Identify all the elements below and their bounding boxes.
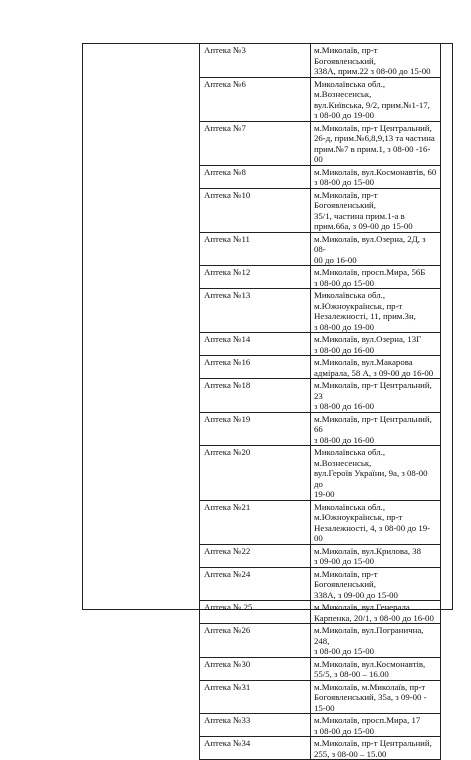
pharmacy-name: Аптека №14 [200, 333, 311, 356]
pharmacy-address: м.Миколаїв, вул.Погранична, 248, з 08-00 до 15-00 [311, 624, 441, 658]
pharmacy-address: м.Миколаїв, пр-т Центральний, 23 з 08-00 до 16-00 [311, 379, 441, 413]
table-row [200, 567, 441, 601]
pharmacy-address: м.Миколаїв, пр-т Богоявленський, 35/1, частина прим.1-а в прим.66а, з 09-00 до 15-00 [311, 188, 441, 232]
pharmacy-name: Аптека №13 [200, 289, 311, 333]
pharmacy-address: м.Миколаїв, вул.Крилова, 38 з 09-00 до 15-00 [311, 544, 441, 567]
outer-border-left [82, 43, 83, 610]
pharmacy-address: Миколаївська обл., м.Вознесенськ, вул.Київська, 9/2, прим.№1-17, з 08-00 до 19-00 [311, 77, 441, 121]
pharmacy-address: м.Миколаїв, вул.Космонавтів, 60 з 08-00 до 15-00 [311, 165, 441, 188]
pharmacy-name: Аптека №10 [200, 188, 311, 232]
table-row [200, 333, 441, 356]
pharmacy-name: Аптека №11 [200, 232, 311, 266]
table-row [200, 680, 441, 714]
table-row [200, 356, 441, 379]
pharmacy-address: м.Миколаїв, просп.Мира, 17 з 08-00 до 15-00 [311, 714, 441, 737]
pharmacy-name: Аптека №34 [200, 737, 311, 760]
pharmacy-address: м.Миколаїв, пр-т Богоявленський, 338А, з 09-00 до 15-00 [311, 567, 441, 601]
table-row [200, 446, 441, 501]
table-row [200, 737, 441, 760]
table-row [200, 544, 441, 567]
pharmacy-name: Аптека №6 [200, 77, 311, 121]
pharmacy-name: Аптека № 25 [200, 601, 311, 624]
pharmacy-name: Аптека №33 [200, 714, 311, 737]
pharmacy-address: м.Миколаїв, м.Миколаїв, пр-т Богоявленський, 35а, з 09-00 - 15-00 [311, 680, 441, 714]
pharmacy-address: Миколаївська обл., м.Вознесенськ, вул.Героїв України, 9а, з 08-00 до 19-00 [311, 446, 441, 501]
pharmacy-address: м.Миколаїв, просп.Мира, 56Б з 08-00 до 15-00 [311, 266, 441, 289]
pharmacy-table-body [200, 44, 441, 760]
table-row [200, 657, 441, 680]
table-row [200, 714, 441, 737]
table-row [200, 77, 441, 121]
pharmacy-name: Аптека №16 [200, 356, 311, 379]
pharmacy-address: м.Миколаїв, пр-т Богоявленський, 338А, прим.22 з 08-00 до 15-00 [311, 44, 441, 78]
table-row [200, 44, 441, 78]
pharmacy-name: Аптека №3 [200, 44, 311, 78]
pharmacy-name: Аптека №22 [200, 544, 311, 567]
table-row [200, 165, 441, 188]
table-row [200, 500, 441, 544]
pharmacy-name: Аптека №24 [200, 567, 311, 601]
pharmacy-address: м.Миколаїв, вул.Озерна, 13Г з 08-00 до 16-00 [311, 333, 441, 356]
table-row [200, 289, 441, 333]
pharmacy-name: Аптека №26 [200, 624, 311, 658]
pharmacy-name: Аптека №18 [200, 379, 311, 413]
pharmacy-address: м.Миколаїв, вул.Макарова адмірала, 58 А, з 09-00 до 16-00 [311, 356, 441, 379]
pharmacy-address: Миколаївська обл., м.Южноукраїнськ, пр-т Незалежності, 11, прим.3н, з 08-00 до 19-00 [311, 289, 441, 333]
pharmacy-address: м.Миколаїв, пр-т Центральний, 255, з 08-00 – 15.00 [311, 737, 441, 760]
pharmacy-address: Миколаївська обл., м.Южноукраїнськ, пр-т Незалежності, 4, з 08-00 до 19-00 [311, 500, 441, 544]
outer-border-right [452, 43, 453, 610]
table-row [200, 412, 441, 446]
pharmacy-name: Аптека №30 [200, 657, 311, 680]
pharmacy-name: Аптека №31 [200, 680, 311, 714]
pharmacy-address: м.Миколаїв, вул.Генерала Карпенка, 20/1, з 08-00 до 16-00 [311, 601, 441, 624]
pharmacy-address: м.Миколаїв, вул.Озерна, 2Д, з 08- 00 до 16-00 [311, 232, 441, 266]
table-row [200, 232, 441, 266]
pharmacy-table [199, 43, 441, 760]
table-row [200, 266, 441, 289]
pharmacy-name: Аптека №8 [200, 165, 311, 188]
pharmacy-name: Аптека №19 [200, 412, 311, 446]
pharmacy-address: м.Миколаїв, пр-т Центральний, 66 з 08-00 до 16-00 [311, 412, 441, 446]
pharmacy-name: Аптека №7 [200, 121, 311, 165]
pharmacy-name: Аптека №12 [200, 266, 311, 289]
pharmacy-name: Аптека №20 [200, 446, 311, 501]
table-row [200, 624, 441, 658]
table-row [200, 121, 441, 165]
pharmacy-name: Аптека №21 [200, 500, 311, 544]
table-row [200, 601, 441, 624]
table-row [200, 188, 441, 232]
pharmacy-address: м.Миколаїв, пр-т Центральний, 26-д, прим.№6,8,9,13 та частина прим.№7 в прим.1, з 08-00 -16-00 [311, 121, 441, 165]
pharmacy-address: м.Миколаїв, вул.Космонавтів, 55/5, з 08-00 – 16.00 [311, 657, 441, 680]
table-row [200, 379, 441, 413]
